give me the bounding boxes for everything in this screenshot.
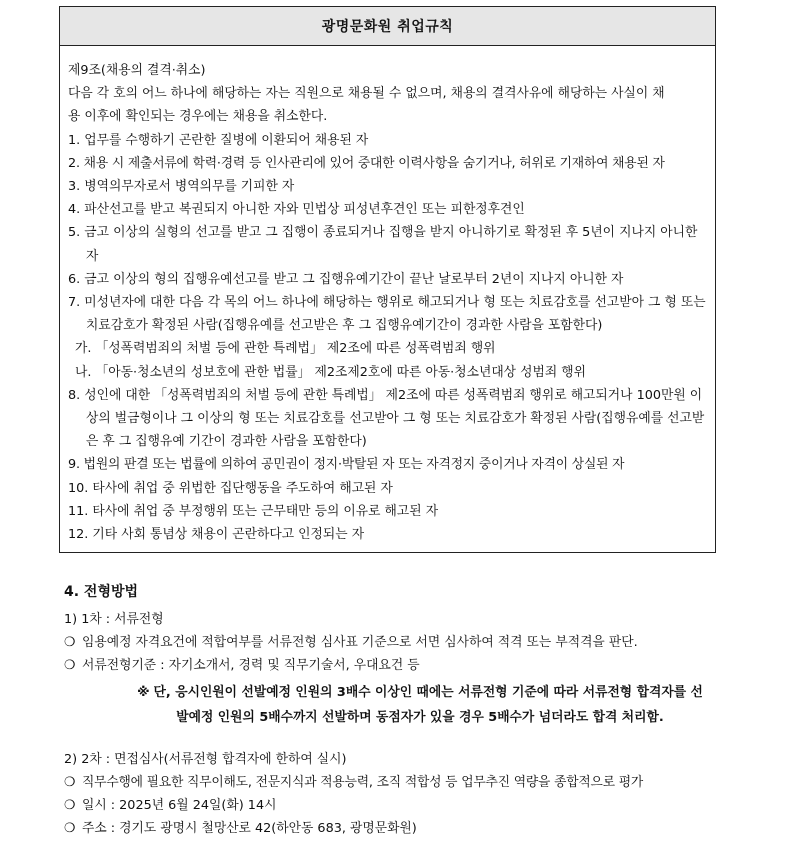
rule-item: 8. 성인에 대한 「성폭력범죄의 처벌 등에 관한 특례법」 제2조에 따른 성폭력범죄 행위로 해고되거나 100만원 이상의 벌금형이나 그 이상의 형 또는 치료감호를 선고받아 그 형 또는 치료감호가 확정된 사람(집행유예를 선고받은 후 그 집행유예 기간이 경과한 사람을 포함한다) — [68, 387, 705, 450]
article-heading: 제9조(채용의 결격·취소) — [68, 63, 206, 78]
rule-item: 7. 미성년자에 대한 다음 각 목의 어느 하나에 해당하는 행위로 해고되거나 형 또는 치료감호를 선고받아 그 형 또는 치료감호가 확정된 사람(집행유예를 선고받은 후 그 집행유예기간이 경과한 사람을 포함한다) — [68, 295, 706, 334]
list-item — [64, 654, 754, 677]
rule-item: 12. 기타 사회 통념상 채용이 곤란하다고 인정되는 자 — [68, 527, 365, 543]
circle-bullet-icon: ❍ — [64, 775, 76, 790]
screening-method-section — [64, 580, 754, 840]
rule-item: 1. 업무를 수행하기 곤란한 질병에 이환되어 채용된 자 — [68, 132, 369, 148]
rule-item: 2. 채용 시 제출서류에 학력·경력 등 인사관리에 있어 중대한 이력사항을 숨기거나, 허위로 기재하여 채용된 자 — [68, 155, 665, 171]
bullet-text: 일시 : 2025년 6월 24일(화) 14시 — [82, 798, 277, 813]
employment-rules-box — [59, 6, 716, 553]
circle-bullet-icon: ❍ — [64, 658, 76, 673]
circle-bullet-icon: ❍ — [64, 635, 76, 650]
rule-subitem: 가. 「성폭력범죄의 처벌 등에 관한 특례법」 제2조에 따른 성폭력범죄 행위 — [75, 341, 496, 357]
bullet-text: 주소 : 경기도 광명시 철망산로 42(하안동 683, 광명문화원) — [82, 821, 417, 836]
list-item — [64, 794, 754, 817]
rule-item: 10. 타사에 취업 중 위법한 집단행동을 주도하여 해고된 자 — [68, 480, 393, 496]
circle-bullet-icon: ❍ — [64, 798, 76, 813]
list-item — [64, 771, 754, 794]
bullet-text: 서류전형기준 : 자기소개서, 경력 및 직무기술서, 우대요건 등 — [82, 658, 420, 673]
article-9 — [60, 46, 715, 546]
rule-item: 11. 타사에 취업 중 부정행위 또는 근무태만 등의 이유로 해고된 자 — [68, 503, 439, 519]
bullet-text: 직무수행에 필요한 직무이해도, 전문지식과 적용능력, 조직 적합성 등 업무추진 역량을 종합적으로 평가 — [82, 775, 644, 790]
rule-item: 4. 파산선고를 받고 복권되지 아니한 자와 민법상 피성년후견인 또는 피한정후견인 — [68, 202, 525, 218]
note-mark: ※ — [137, 685, 150, 700]
rule-item: 5. 금고 이상의 실형의 선고를 받고 그 집행이 종료되거나 집행을 받지 아니하기로 확정된 후 5년이 지나지 아니한 자 — [68, 225, 698, 264]
bullet-text: 임용예정 자격요건에 적합여부를 서류전형 심사표 기준으로 서면 심사하여 적격 또는 부적격을 판단. — [82, 635, 638, 650]
article-intro-line-1: 다음 각 호의 어느 하나에 해당하는 자는 직원으로 채용될 수 없으며, 채용의 결격사유에 해당하는 사실이 채 — [68, 86, 665, 102]
screening-notice — [64, 680, 754, 730]
rule-item: 9. 법원의 판결 또는 법률에 의하여 공민권이 정지·박탈된 자 또는 자격정지 중이거나 자격이 상실된 자 — [68, 457, 625, 473]
circle-bullet-icon: ❍ — [64, 821, 76, 836]
stage-1-heading: 1) 1차 : 서류전형 — [64, 612, 164, 627]
rules-title: 광명문화원 취업규칙 — [60, 7, 715, 46]
rule-item: 3. 병역의무자로서 병역의무를 기피한 자 — [68, 179, 295, 195]
rule-item: 6. 금고 이상의 형의 집행유예선고를 받고 그 집행유예기간이 끝난 날로부터 2년이 지나지 아니한 자 — [68, 271, 624, 287]
notice-line-1: ※ 단, 응시인원이 선발예정 인원의 3배수 이상인 때에는 서류전형 기준에 따라 서류전형 합격자를 선 — [137, 685, 703, 700]
rule-subitem: 나. 「아동·청소년의 성보호에 관한 법률」 제2조제2호에 따른 아동·청소년대상 성범죄 행위 — [75, 364, 586, 380]
list-item — [64, 631, 754, 654]
notice-line-2: 발예정 인원의 5배수까지 선발하며 동점자가 있을 경우 5배수가 넘더라도 합격 처리함. — [176, 710, 664, 725]
article-intro-line-2: 용 이후에 확인되는 경우에는 채용을 취소한다. — [68, 109, 328, 125]
list-item — [64, 817, 754, 840]
stage-2-heading: 2) 2차 : 면접심사(서류전형 합격자에 한하여 실시) — [64, 752, 347, 767]
section-title: 4. 전형방법 — [64, 584, 139, 600]
